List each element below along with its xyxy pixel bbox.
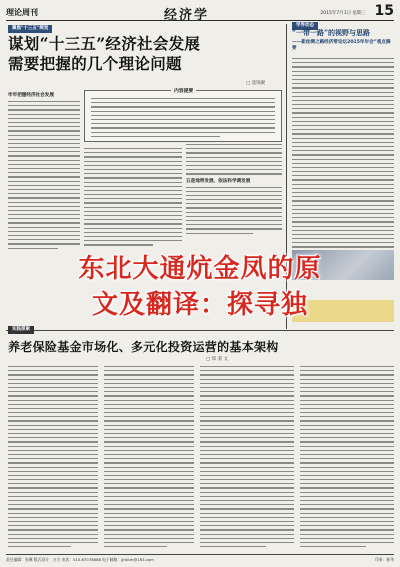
- top-article-byline: □ 逄锦聚: [246, 81, 266, 86]
- bottom-article-column-1: [8, 366, 98, 550]
- right-column-header: [292, 28, 394, 52]
- page-title: 经济学: [164, 8, 210, 23]
- top-article-column-1: [8, 90, 80, 252]
- subhead-a: 牢牢把握经济社会发展: [8, 93, 54, 98]
- masthead: [6, 4, 394, 21]
- overlay-text-line-1: 东北大通炕金凤的原: [78, 254, 322, 284]
- overlay-text-line-2: 文及翻译：探寻独: [91, 290, 308, 320]
- right-column-title: “一带一路”的视野与思路: [292, 28, 371, 37]
- page-footer: [6, 554, 394, 563]
- page-number: 15: [374, 3, 394, 19]
- footer-credits: 责任编辑：张琳 版式设计：万方 电话：010-67078688 电子邮箱：jjrbllzk@163.com: [6, 557, 154, 562]
- issue-date: 2015年7月1日 星期三: [320, 11, 366, 16]
- right-column-body: [292, 58, 394, 259]
- story-divider: [6, 330, 394, 331]
- bottom-article-column-2: [104, 366, 194, 550]
- footer-printer: 印务：新华: [375, 557, 394, 562]
- bottom-article-headline: 养老保险基金市场化、多元化投资运营的基本架构: [8, 340, 279, 354]
- top-article-headline: [8, 34, 253, 74]
- bottom-article-column-3: [200, 366, 294, 550]
- bottom-article-column-4: [300, 366, 394, 550]
- summary-box-title: 内容提要: [171, 87, 196, 94]
- top-article-column-3: [186, 86, 282, 237]
- headline-line-1: 谋划“十三五”经济社会发展: [8, 34, 201, 53]
- subhead-b: 五是地带发展、依法科学调发展: [186, 178, 251, 184]
- right-column-subtitle: ——新丝绸之路经济带论坛2015年年会”观点摘要: [292, 40, 391, 51]
- section-name: 理论周刊: [6, 7, 38, 17]
- top-article-tag: 聚焦"十三五"规划: [8, 25, 52, 33]
- bottom-article-byline: □ 郑 秉 文: [206, 357, 229, 362]
- headline-line-2: 需要把握的几个理论问题: [8, 54, 182, 73]
- bottom-article-tag: 实践探索: [8, 326, 34, 334]
- right-column-tag: 学界动态: [292, 22, 318, 30]
- top-article-column-2: [84, 148, 182, 249]
